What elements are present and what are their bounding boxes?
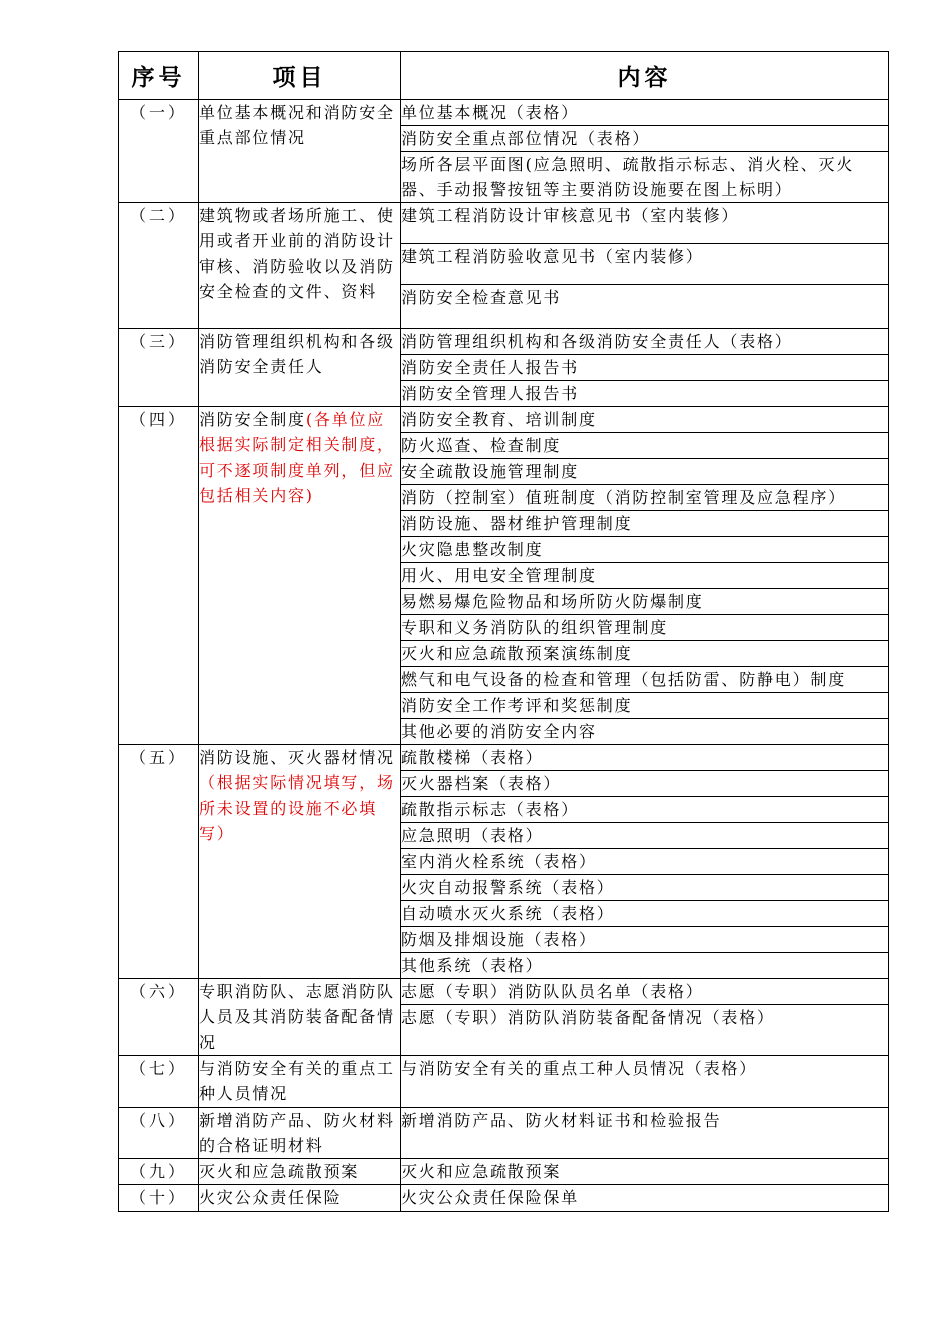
content-cell: 安全疏散设施管理制度 bbox=[401, 459, 889, 485]
content-cell: 其他系统（表格） bbox=[401, 953, 889, 979]
section-number: （九） bbox=[119, 1159, 199, 1185]
content-cell: 室内消火栓系统（表格） bbox=[401, 849, 889, 875]
header-content: 内容 bbox=[401, 52, 889, 100]
fire-safety-records-table bbox=[118, 51, 889, 1212]
section-item bbox=[199, 745, 401, 979]
section-item-text: 火灾公众责任保险 bbox=[199, 1188, 342, 1208]
section-item-text: 建筑物或者场所施工、使用或者开业前的消防设计审核、消防验收以及消防安全检查的文件、资料 bbox=[199, 206, 395, 301]
content-cell: 灭火器档案（表格） bbox=[401, 771, 889, 797]
table-row bbox=[119, 407, 889, 433]
content-cell: 用火、用电安全管理制度 bbox=[401, 563, 889, 589]
section-number: （一） bbox=[119, 100, 199, 203]
content-cell: 消防安全教育、培训制度 bbox=[401, 407, 889, 433]
section-item-note: （根据实际情况填写，场所未设置的设施不必填写） bbox=[199, 773, 395, 843]
header-item: 项目 bbox=[199, 52, 401, 100]
section-number: （二） bbox=[119, 203, 199, 329]
content-cell: 防火巡查、检查制度 bbox=[401, 433, 889, 459]
section-item bbox=[199, 100, 401, 203]
content-cell: 志愿（专职）消防队队员名单（表格） bbox=[401, 979, 889, 1005]
header-num: 序号 bbox=[119, 52, 199, 100]
section-item-note: (各单位应根据实际制定相关制度，可不逐项制度单列，但应包括相关内容) bbox=[199, 410, 395, 505]
content-cell: 灭火和应急疏散预案演练制度 bbox=[401, 641, 889, 667]
content-cell: 火灾自动报警系统（表格） bbox=[401, 875, 889, 901]
content-cell: 消防安全责任人报告书 bbox=[401, 355, 889, 381]
content-cell: 疏散楼梯（表格） bbox=[401, 745, 889, 771]
section-item bbox=[199, 407, 401, 745]
content-cell: 消防安全检查意见书 bbox=[401, 285, 889, 329]
table-body bbox=[119, 100, 889, 1212]
content-cell: 专职和义务消防队的组织管理制度 bbox=[401, 615, 889, 641]
table-row bbox=[119, 1185, 889, 1211]
content-cell: 疏散指示标志（表格） bbox=[401, 797, 889, 823]
content-cell: 场所各层平面图(应急照明、疏散指示标志、消火栓、灭火器、手动报警按钮等主要消防设施要在图上标明） bbox=[401, 152, 889, 203]
section-item bbox=[199, 1107, 401, 1159]
section-number: （十） bbox=[119, 1185, 199, 1211]
content-cell: 消防安全重点部位情况（表格） bbox=[401, 126, 889, 152]
content-cell: 其他必要的消防安全内容 bbox=[401, 719, 889, 745]
content-cell: 燃气和电气设备的检查和管理（包括防雷、防静电）制度 bbox=[401, 667, 889, 693]
content-cell: 单位基本概况（表格） bbox=[401, 100, 889, 126]
table-row bbox=[119, 979, 889, 1005]
content-cell: 易燃易爆危险物品和场所防火防爆制度 bbox=[401, 589, 889, 615]
content-cell: 建筑工程消防验收意见书（室内装修） bbox=[401, 244, 889, 285]
section-item bbox=[199, 1159, 401, 1185]
section-item-text: 单位基本概况和消防安全重点部位情况 bbox=[199, 103, 395, 148]
content-cell: 自动喷水灭火系统（表格） bbox=[401, 901, 889, 927]
content-cell: 火灾隐患整改制度 bbox=[401, 537, 889, 563]
section-item bbox=[199, 329, 401, 407]
section-item bbox=[199, 979, 401, 1056]
content-cell: 应急照明（表格） bbox=[401, 823, 889, 849]
table-row bbox=[119, 203, 889, 244]
section-item bbox=[199, 1056, 401, 1108]
section-item-text: 消防管理组织机构和各级消防安全责任人 bbox=[199, 332, 395, 377]
table-header-row bbox=[119, 52, 889, 100]
section-item-text: 灭火和应急疏散预案 bbox=[199, 1162, 360, 1182]
section-item-text: 新增消防产品、防火材料的合格证明材料 bbox=[199, 1110, 395, 1155]
section-number: （四） bbox=[119, 407, 199, 745]
content-cell: 消防（控制室）值班制度（消防控制室管理及应急程序） bbox=[401, 485, 889, 511]
table-row bbox=[119, 329, 889, 355]
table-row bbox=[119, 1159, 889, 1185]
section-item bbox=[199, 203, 401, 329]
section-item-text: 消防安全制度 bbox=[199, 410, 306, 429]
section-item bbox=[199, 1185, 401, 1211]
table-row bbox=[119, 1056, 889, 1108]
section-item-text: 消防设施、灭火器材情况 bbox=[199, 748, 395, 767]
table-row bbox=[119, 100, 889, 126]
content-cell: 灭火和应急疏散预案 bbox=[401, 1159, 889, 1185]
table-row bbox=[119, 745, 889, 771]
content-cell: 新增消防产品、防火材料证书和检验报告 bbox=[401, 1107, 889, 1159]
content-cell: 建筑工程消防设计审核意见书（室内装修） bbox=[401, 203, 889, 244]
content-cell: 与消防安全有关的重点工种人员情况（表格） bbox=[401, 1056, 889, 1108]
section-number: （八） bbox=[119, 1107, 199, 1159]
content-cell: 消防设施、器材维护管理制度 bbox=[401, 511, 889, 537]
section-item-text: 专职消防队、志愿消防队人员及其消防装备配备情况 bbox=[199, 982, 395, 1052]
content-cell: 火灾公众责任保险保单 bbox=[401, 1185, 889, 1211]
section-item-text: 与消防安全有关的重点工种人员情况 bbox=[199, 1059, 395, 1104]
content-cell: 消防安全工作考评和奖惩制度 bbox=[401, 693, 889, 719]
content-cell: 消防管理组织机构和各级消防安全责任人（表格） bbox=[401, 329, 889, 355]
section-number: （三） bbox=[119, 329, 199, 407]
section-number: （六） bbox=[119, 979, 199, 1056]
content-cell: 志愿（专职）消防队消防装备配备情况（表格） bbox=[401, 1005, 889, 1056]
table-row bbox=[119, 1107, 889, 1159]
section-number: （七） bbox=[119, 1056, 199, 1108]
content-cell: 消防安全管理人报告书 bbox=[401, 381, 889, 407]
content-cell: 防烟及排烟设施（表格） bbox=[401, 927, 889, 953]
section-number: （五） bbox=[119, 745, 199, 979]
